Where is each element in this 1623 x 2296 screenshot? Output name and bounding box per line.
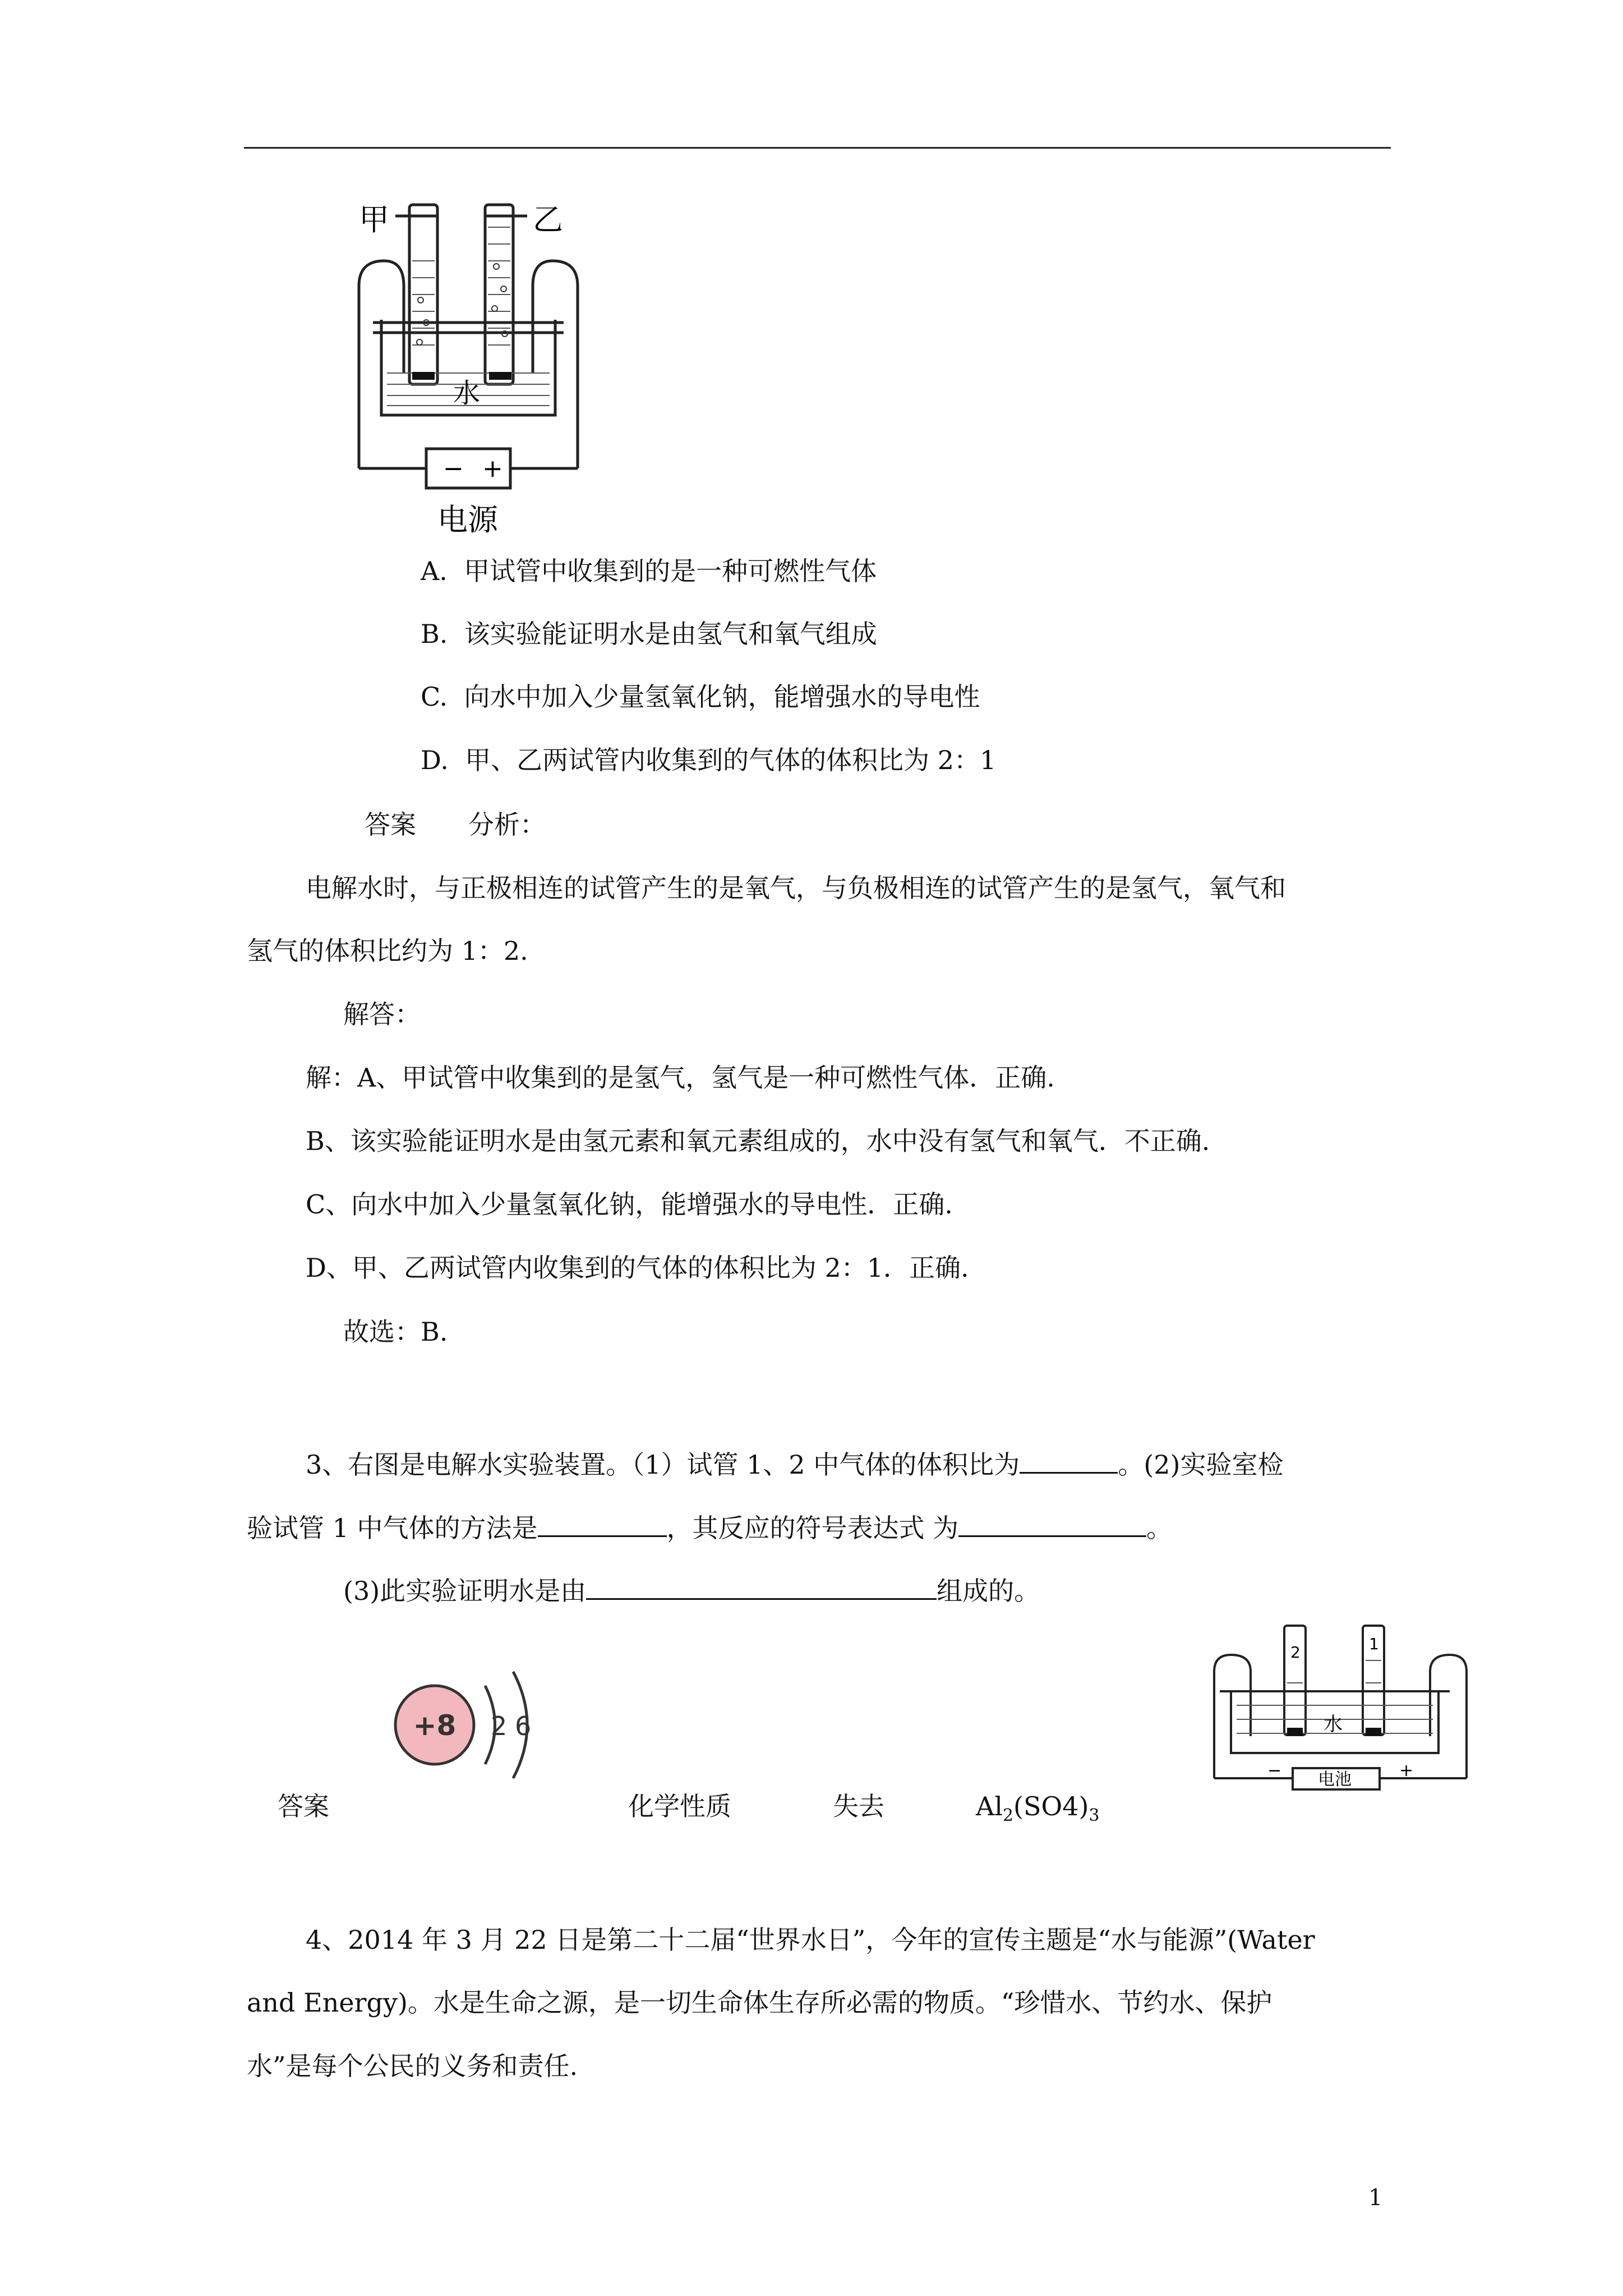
battery-plus: + <box>1399 1761 1414 1780</box>
answer-label: 答案 <box>365 809 416 840</box>
blank-test-method <box>538 1513 667 1537</box>
option-a: A. 甲试管中收集到的是一种可燃性气体 <box>421 556 877 586</box>
choice-line: 故选：B. <box>343 1317 448 1347</box>
electrolysis-figure-small <box>1209 1616 1472 1795</box>
solution-line-d: D、甲、乙两试管内收集到的气体的体积比为 2：1．正确. <box>306 1253 969 1283</box>
blank-composition <box>586 1576 937 1600</box>
answer-lose: 失去 <box>833 1791 884 1821</box>
battery-minus: − <box>1267 1761 1282 1780</box>
answer-chemical-property: 化学性质 <box>628 1791 731 1821</box>
q3-answer-label: 答案 <box>278 1791 329 1821</box>
answer-formula: $Al_2(SO4)_3$ <box>976 1791 1100 1825</box>
tube-label-1: 1 <box>1369 1635 1379 1653</box>
blank-volume-ratio <box>1020 1450 1118 1474</box>
blank-equation <box>958 1513 1146 1537</box>
water-label: 水 <box>1324 1713 1343 1736</box>
q4-line-2: and Energy)。水是生命之源，是一切生命体生存所必需的物质。“珍惜水、节约水、保护 <box>247 1987 1272 2018</box>
solution-line-b: B、该实验能证明水是由氢元素和氧元素组成的，水中没有氢气和氧气．不正确. <box>306 1126 1210 1156</box>
battery-label: 电池 <box>1318 1770 1352 1789</box>
q3-line-1: 3、右图是电解水实验装置。（1）试管 1、2 中气体的体积比为 。(2)实验室检 <box>306 1450 1284 1480</box>
electrolysis-figure <box>342 194 594 541</box>
q4-line-3: 水”是每个公民的义务和责任. <box>247 2051 578 2081</box>
nucleus-charge: +8 <box>413 1709 457 1742</box>
solution-line-a: 解：A、甲试管中收集到的是氢气，氢气是一种可燃性气体．正确. <box>306 1062 1055 1093</box>
label-jia: 甲 <box>359 202 389 237</box>
page-number: 1 <box>1368 2185 1383 2211</box>
analysis-label: 分析： <box>468 809 546 840</box>
q3-line-2: 验试管 1 中气体的方法是 ，其反应的符号表达式 为 。 <box>247 1513 1173 1543</box>
tube-label-2: 2 <box>1290 1643 1301 1662</box>
atom-structure-diagram <box>387 1663 572 1815</box>
shell1-electrons: 2 <box>491 1711 508 1741</box>
q4-line-1: 4、2014 年 3 月 22 日是第二十二届“世界水日”，今年的宣传主题是“水与能源”(Water <box>306 1925 1315 1955</box>
option-c: C. 向水中加入少量氢氧化钠，能增强水的导电性 <box>421 682 980 712</box>
option-b: B. 该实验能证明水是由氢气和氧气组成 <box>421 619 877 649</box>
label-plus: + <box>482 454 503 483</box>
solution-line-c: C、向水中加入少量氢氧化钠，能增强水的导电性．正确. <box>306 1189 953 1220</box>
label-yi: 乙 <box>533 202 563 237</box>
solution-label: 解答： <box>343 999 421 1029</box>
analysis-line-1: 电解水时，与正极相连的试管产生的是氧气，与负极相连的试管产生的是氢气，氧气和 <box>306 873 1286 903</box>
label-minus: − <box>443 454 464 483</box>
header-rule <box>244 147 1391 149</box>
label-water: 水 <box>453 378 481 409</box>
analysis-line-2: 氢气的体积比约为 1：2. <box>247 936 528 966</box>
option-d: D. 甲、乙两试管内收集到的气体的体积比为 2：1 <box>421 745 997 775</box>
shell2-electrons: 6 <box>515 1711 532 1741</box>
q3-line-3: (3)此实验证明水是由 组成的。 <box>343 1576 1040 1606</box>
label-power: 电源 <box>437 502 498 537</box>
